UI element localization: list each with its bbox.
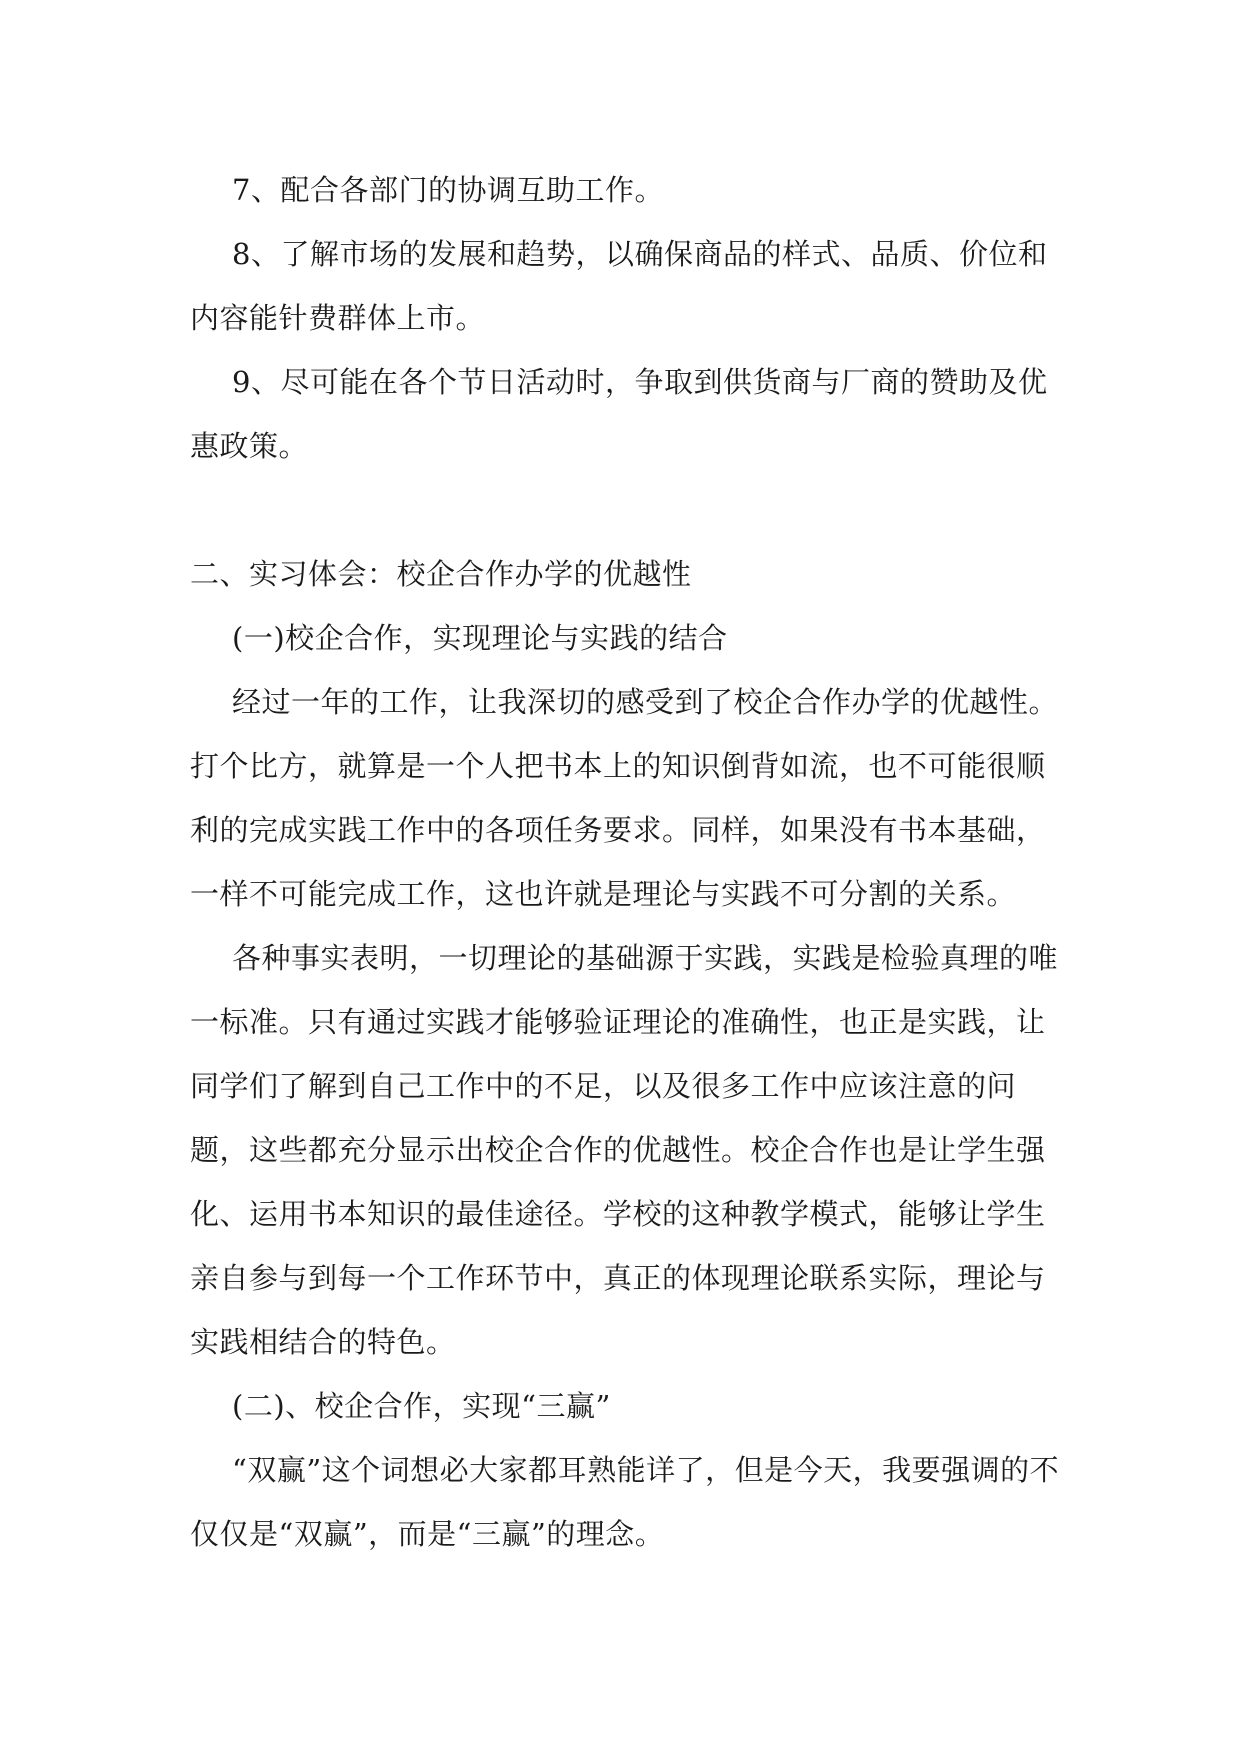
list-item-8: 8、了解市场的发展和趋势，以确保商品的样式、品质、价位和内容能针费群体上市。 xyxy=(190,237,1048,335)
subsection-title-2: (二)、校企合作，实现“三赢” xyxy=(232,1389,611,1423)
section-spacer xyxy=(190,478,1060,542)
subsection-title-1: (一)校企合作，实现理论与实践的结合 xyxy=(232,621,728,655)
paragraph-1: 经过一年的工作，让我深切的感受到了校企合作办学的优越性。打个比方，就算是一个人把书本上的知识倒背如流，也不可能很顺利的完成实践工作中的各项任务要求。同样，如果没有书本基础，一样不可能完成工作，这也许就是理论与实践不可分割的关系。 xyxy=(190,685,1059,911)
list-item-9: 9、尽可能在各个节日活动时，争取到供货商与厂商的赞助及优惠政策。 xyxy=(190,365,1048,463)
list-item-7: 7、配合各部门的协调互助工作。 xyxy=(232,173,664,207)
section-heading: 二、实习体会：校企合作办学的优越性 xyxy=(190,557,692,591)
document-body xyxy=(190,158,1060,1566)
paragraph-3: “双赢”这个词想必大家都耳熟能详了，但是今天，我要强调的不仅仅是“双赢”，而是“三赢”的理念。 xyxy=(190,1453,1060,1551)
paragraph-2: 各种事实表明，一切理论的基础源于实践，实践是检验真理的唯一标准。只有通过实践才能够验证理论的准确性，也正是实践，让同学们了解到自己工作中的不足，以及很多工作中应该注意的问题，这些都充分显示出校企合作的优越性。校企合作也是让学生强化、运用书本知识的最佳途径。学校的这种教学模式，能够让学生亲自参与到每一个工作环节中，真正的体现理论联系实际，理论与实践相结合的特色。 xyxy=(190,941,1059,1359)
